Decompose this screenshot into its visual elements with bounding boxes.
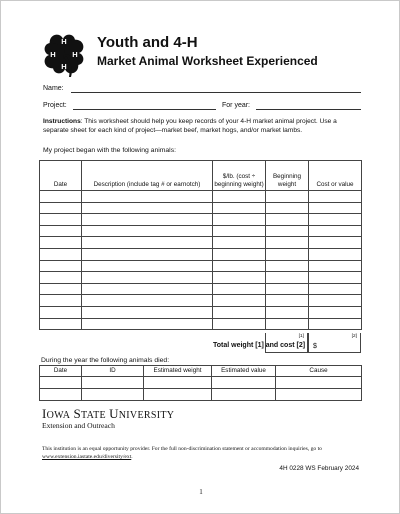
died-cell[interactable] (40, 377, 82, 389)
animals-cell[interactable] (309, 283, 362, 295)
totals-label: Total weight [1] and cost [2] (213, 342, 306, 349)
animals-cell[interactable] (82, 202, 213, 214)
animals-cell[interactable] (213, 248, 266, 260)
department-name: Extension and Outreach (42, 421, 115, 430)
instructions-text: : This worksheet should help you keep records of your 4-H market animal project. Use a separate sheet for each kind of project—market beef, market hogs, and/or market lambs. (43, 118, 337, 134)
svg-text:H: H (72, 50, 78, 59)
col-description: Description (include tag # or earnotch) (82, 161, 213, 191)
total-cost-field[interactable] (308, 333, 361, 353)
animals-cell[interactable] (82, 248, 213, 260)
animals-row (40, 306, 362, 318)
animals-cell[interactable] (40, 225, 82, 237)
animals-cell[interactable] (82, 295, 213, 307)
svg-text:H: H (50, 50, 56, 59)
animals-cell[interactable] (266, 295, 309, 307)
animals-row (40, 260, 362, 272)
animals-cell[interactable] (213, 237, 266, 249)
animals-cell[interactable] (309, 260, 362, 272)
animals-row (40, 283, 362, 295)
animals-cell[interactable] (40, 318, 82, 330)
animals-cell[interactable] (309, 214, 362, 226)
animals-cell[interactable] (309, 202, 362, 214)
began-text: My project began with the following animals: (43, 147, 176, 154)
animals-cell[interactable] (40, 202, 82, 214)
animals-cell[interactable] (82, 225, 213, 237)
col-price-per-lb: $/lb. (cost ÷ beginning weight) (213, 161, 266, 191)
animals-row (40, 191, 362, 203)
animals-cell[interactable] (40, 237, 82, 249)
currency-sign: $ (313, 343, 317, 350)
animals-cell[interactable] (213, 202, 266, 214)
animals-cell[interactable] (266, 272, 309, 284)
instructions (43, 118, 363, 135)
animals-cell[interactable] (266, 202, 309, 214)
year-label: For year: (222, 102, 251, 109)
animals-row (40, 248, 362, 260)
animals-cell[interactable] (82, 318, 213, 330)
animals-cell[interactable] (213, 295, 266, 307)
animals-cell[interactable] (40, 295, 82, 307)
instructions-lead: Instructions (43, 118, 81, 125)
animals-cell[interactable] (40, 214, 82, 226)
svg-text:H: H (61, 62, 67, 71)
animals-cell[interactable] (309, 295, 362, 307)
died-cell[interactable] (82, 377, 144, 389)
animals-cell[interactable] (266, 306, 309, 318)
col-beginning-weight: Beginning weight (266, 161, 309, 191)
page-title: Youth and 4-H (97, 34, 198, 51)
name-label: Name: (43, 85, 64, 92)
died-text: During the year the following animals died: (41, 357, 170, 364)
died-cell[interactable] (82, 389, 144, 401)
died-cell[interactable] (276, 389, 362, 401)
page-subtitle: Market Animal Worksheet Experienced (97, 54, 318, 68)
died-cell[interactable] (276, 377, 362, 389)
animals-cell[interactable] (309, 225, 362, 237)
animals-cell[interactable] (266, 191, 309, 203)
animals-row (40, 318, 362, 330)
project-label: Project: (43, 102, 67, 109)
animals-cell[interactable] (40, 191, 82, 203)
died-cell[interactable] (212, 377, 276, 389)
animals-cell[interactable] (266, 225, 309, 237)
animals-row (40, 272, 362, 284)
animals-cell[interactable] (266, 248, 309, 260)
animals-cell[interactable] (213, 260, 266, 272)
document-number: 4H 0228 WS February 2024 (279, 465, 359, 472)
animals-cell[interactable] (82, 191, 213, 203)
animals-cell[interactable] (266, 283, 309, 295)
svg-text:H: H (61, 37, 67, 46)
animals-cell[interactable] (266, 237, 309, 249)
animals-cell[interactable] (40, 283, 82, 295)
died-cell[interactable] (212, 389, 276, 401)
disclaimer-text: This institution is an equal opportunity provider. For the full non-discrimination statement or accommodation inquiries, go to (42, 446, 322, 452)
died-col-cause: Cause (276, 366, 362, 377)
animals-cell[interactable] (40, 306, 82, 318)
died-col-value: Estimated value (212, 366, 276, 377)
animals-row (40, 225, 362, 237)
university-name (42, 406, 174, 422)
marker-2: [2] (351, 334, 357, 339)
animals-cell[interactable] (309, 318, 362, 330)
died-cell[interactable] (144, 389, 212, 401)
animals-cell[interactable] (40, 260, 82, 272)
animals-cell[interactable] (309, 306, 362, 318)
animals-row (40, 295, 362, 307)
animals-cell[interactable] (266, 318, 309, 330)
disclaimer (42, 445, 372, 461)
animals-cell[interactable] (82, 260, 213, 272)
animals-cell[interactable] (213, 225, 266, 237)
marker-1: [1] (298, 334, 304, 339)
totals-row (39, 333, 361, 353)
animals-cell[interactable] (82, 283, 213, 295)
animals-cell[interactable] (213, 306, 266, 318)
project-field[interactable] (73, 109, 216, 110)
animals-cell[interactable] (40, 272, 82, 284)
animals-cell[interactable] (82, 214, 213, 226)
animals-row (40, 214, 362, 226)
disclaimer-end: . (131, 454, 133, 460)
died-col-date: Date (40, 366, 82, 377)
animals-cell[interactable] (309, 191, 362, 203)
animals-table-body (40, 191, 362, 330)
col-cost: Cost or value (309, 161, 362, 191)
animals-cell[interactable] (213, 272, 266, 284)
animals-cell[interactable] (82, 272, 213, 284)
animals-table (39, 160, 362, 330)
page-number: 1 (199, 488, 203, 496)
year-field[interactable] (256, 109, 361, 110)
animals-cell[interactable] (266, 260, 309, 272)
animals-cell[interactable] (40, 248, 82, 260)
animals-cell[interactable] (309, 237, 362, 249)
name-field[interactable] (71, 92, 361, 93)
died-row (40, 389, 362, 401)
animals-row (40, 237, 362, 249)
died-cell[interactable] (40, 389, 82, 401)
died-col-weight: Estimated weight (144, 366, 212, 377)
animals-cell[interactable] (266, 214, 309, 226)
died-cell[interactable] (144, 377, 212, 389)
animals-cell[interactable] (82, 237, 213, 249)
animals-cell[interactable] (213, 318, 266, 330)
animals-cell[interactable] (82, 306, 213, 318)
animals-cell[interactable] (309, 248, 362, 260)
col-date: Date (40, 161, 82, 191)
university-name-text: IOWA STATE UNIVERSITY (42, 406, 175, 421)
animals-cell[interactable] (213, 283, 266, 295)
total-weight-field[interactable] (265, 333, 308, 353)
animals-cell[interactable] (213, 191, 266, 203)
died-col-id: ID (82, 366, 144, 377)
animals-row (40, 202, 362, 214)
animals-cell[interactable] (309, 272, 362, 284)
died-row (40, 377, 362, 389)
4h-clover-logo (39, 29, 89, 79)
died-table (39, 365, 362, 401)
animals-cell[interactable] (213, 214, 266, 226)
died-table-body (40, 377, 362, 401)
diversity-link[interactable]: www.extension.iastate.edu/diversity/ext (42, 454, 132, 460)
